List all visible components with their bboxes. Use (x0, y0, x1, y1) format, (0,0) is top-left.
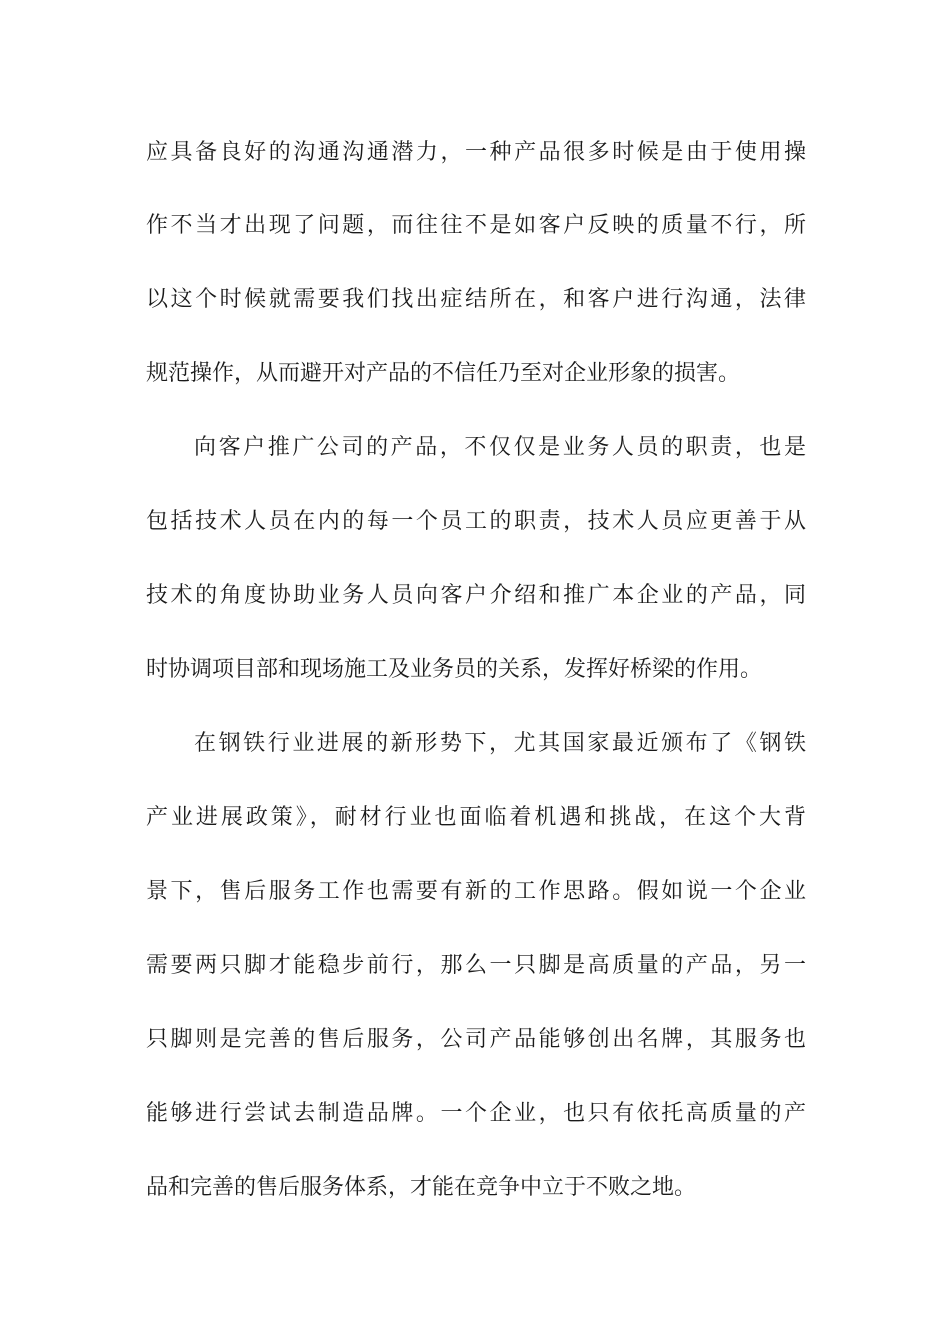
text-line: 能够进行尝试去制造品牌。一个企业，也只有依托高质量的产 (146, 1101, 806, 1126)
text-line: 产业进展政策》，耐材行业也面临着机遇和挑战，在这个大背 (146, 805, 806, 830)
text-line: 以这个时候就需要我们找出症结所在，和客户进行沟通，法律 (146, 287, 806, 312)
text-line: 品和完善的售后服务体系，才能在竞争中立于不败之地。 (146, 1175, 697, 1200)
text-line: 应具备良好的沟通沟通潜力，一种产品很多时候是由于使用操 (146, 140, 806, 165)
text-line: 景下，售后服务工作也需要有新的工作思路。假如说一个企业 (146, 879, 806, 904)
text-line: 向客户推广公司的产品，不仅仅是业务人员的职责，也是 (194, 435, 806, 460)
text-line: 在钢铁行业进展的新形势下，尤其国家最近颁布了《钢铁 (194, 731, 806, 756)
text-line: 时协调项目部和现场施工及业务员的关系，发挥好桥梁的作用。 (146, 657, 763, 682)
text-line: 技术的角度协助业务人员向客户介绍和推广本企业的产品，同 (146, 583, 806, 608)
text-line: 只脚则是完善的售后服务，公司产品能够创出名牌，其服务也 (146, 1027, 806, 1052)
text-line: 规范操作，从而避开对产品的不信任乃至对企业形象的损害。 (146, 361, 741, 386)
text-line: 包括技术人员在内的每一个员工的职责，技术人员应更善于从 (146, 509, 806, 534)
text-line: 作不当才出现了问题，而往往不是如客户反映的质量不行，所 (146, 213, 806, 238)
text-line: 需要两只脚才能稳步前行，那么一只脚是高质量的产品，另一 (146, 953, 806, 978)
